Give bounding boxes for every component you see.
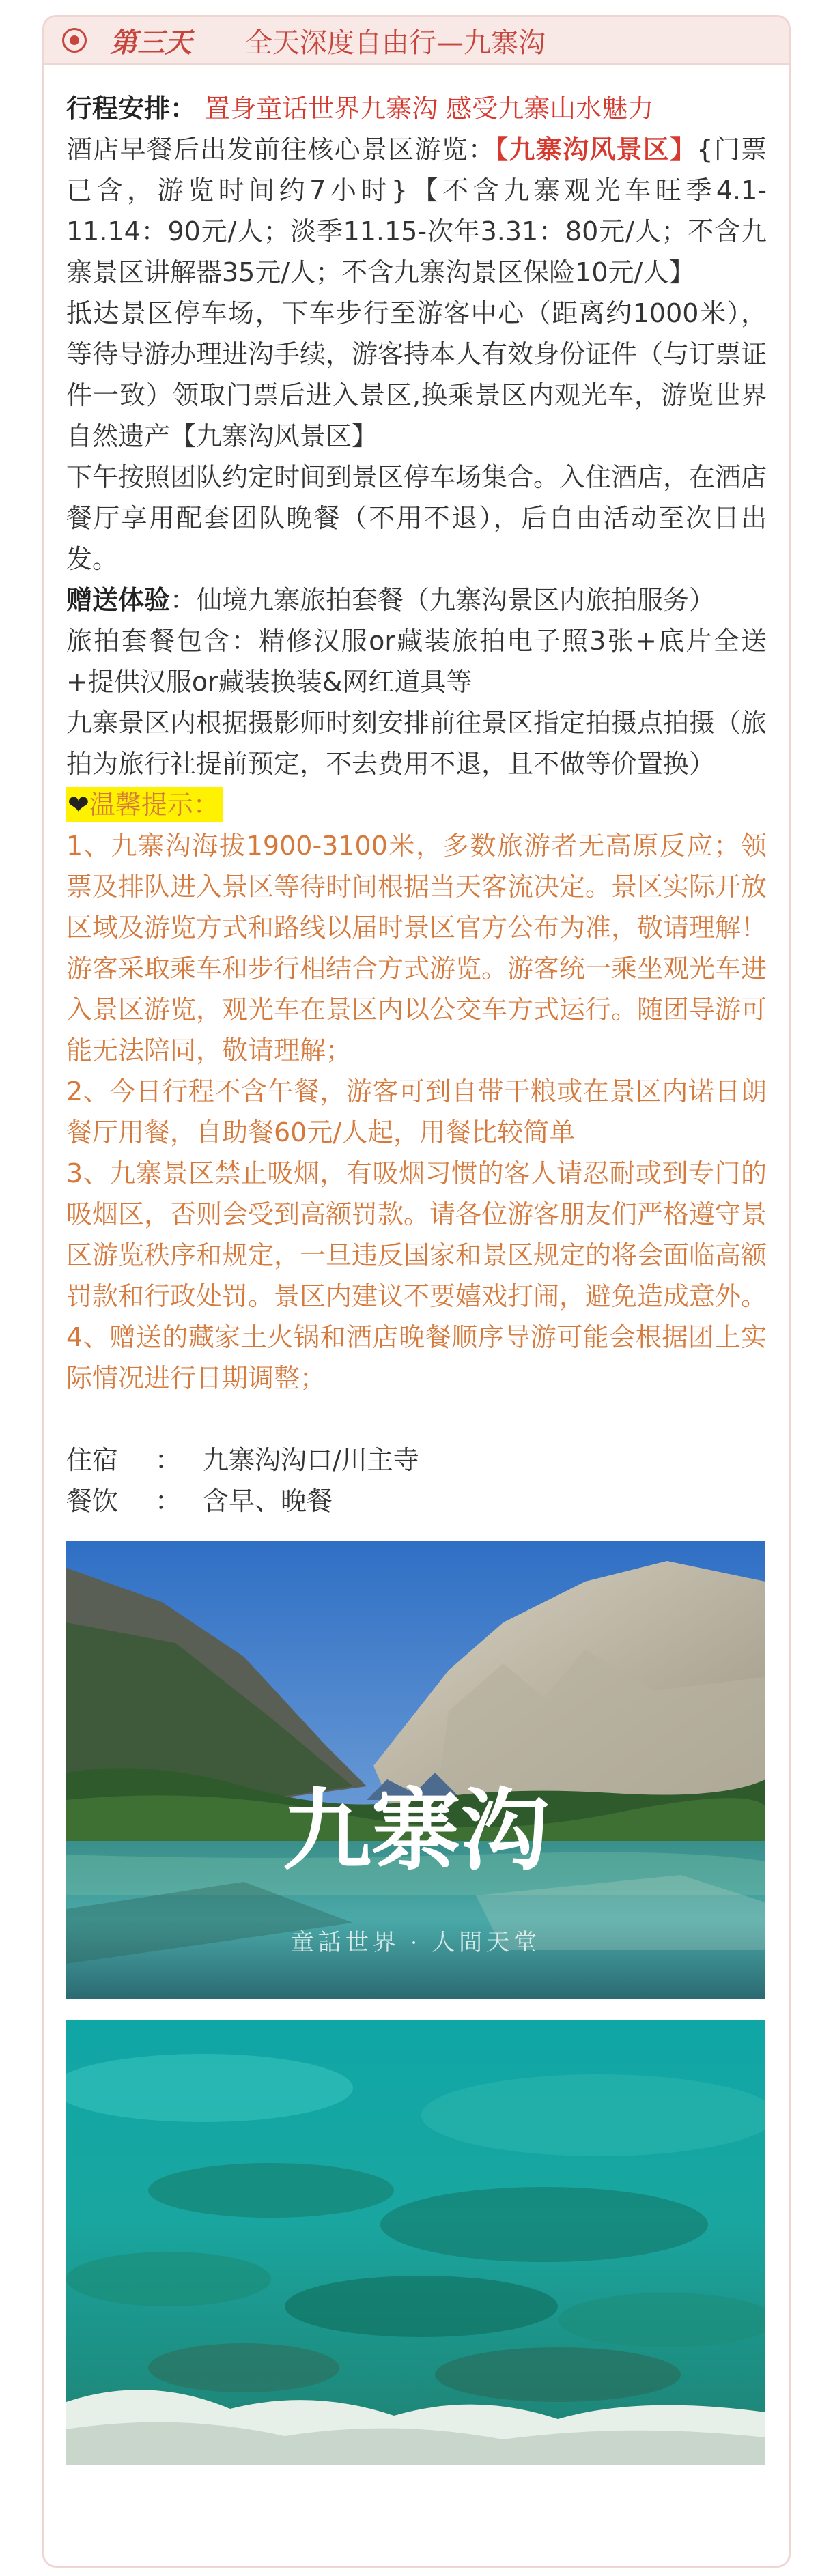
schedule-paragraph-2: 抵达景区停车场，下车步行至游客中心（距离约1000米），等待导游办理进沟手续，游客持本人有效身份证件（与订票证件一致）领取门票后进入景区,换乘景区内观光车，游览世界自然遗产【九寨沟风景区】	[66, 298, 767, 451]
schedule-paragraph-1	[66, 129, 767, 293]
stay-label: 住宿	[66, 1445, 119, 1475]
tip-item: 3、九寨景区禁止吸烟，有吸烟习惯的客人请忍耐或到专门的吸烟区，否则会受到高额罚款。请各位游客朋友们严格遵守景区游览秩序和规定，一旦违反国家和景区规定的将会面临高额罚款和行政处罚。景区内建议不要嬉戏打闹，避免造成意外。	[66, 1158, 767, 1311]
schedule-p1-pre: 酒店早餐后出发前往核心景区游览：	[66, 134, 496, 164]
gift-paragraph-2: 旅拍套餐包含：精修汉服or藏装旅拍电子照3张+底片全送+提供汉服or藏装换装&网红道具等	[66, 626, 767, 697]
schedule-p1-post: {门票已含，游览时间约7小时}【不含九寨观光车旺季4.1-11.14：90元/人；淡季11.15-次年3.31：80元/人；不含九寨景区讲解器35元/人；不含九寨沟景区保险10元/人】	[66, 134, 767, 287]
scenic-area-highlight: 【九寨沟风景区】	[495, 134, 697, 164]
day-card	[42, 15, 791, 2568]
meal-label: 餐饮	[66, 1486, 119, 1516]
schedule-label: 行程安排：	[66, 94, 197, 124]
tips-title: 温馨提示：	[89, 790, 219, 820]
gift-paragraph-3: 九寨景区内根据摄影师时刻安排前往景区指定拍摄点拍摄（旅拍为旅行社提前预定，不去费用不退，且不做等价置换）	[66, 708, 767, 779]
jiuzhaigou-lake-svg	[66, 1541, 765, 1999]
gift-label: 赠送体验	[66, 585, 171, 615]
stay-colon: ：	[155, 1445, 182, 1475]
tips-title-line	[66, 784, 767, 825]
tip-item: 2、今日行程不含午餐，游客可到自带干粮或在景区内诺日朗餐厅用餐，自助餐60元/人起，用餐比较简单	[66, 1076, 767, 1147]
day-content	[44, 65, 789, 2465]
jiuzhaigou-lake-photo	[66, 1541, 765, 1999]
logo-title: 九寨沟	[282, 1778, 550, 1883]
turquoise-lake-svg	[66, 2020, 765, 2465]
day-label: 第三天	[110, 27, 192, 59]
gift-line	[66, 579, 767, 620]
meal-value: 含早、晚餐	[203, 1486, 333, 1516]
logo-subtitle: 童話世界 · 人間天堂	[290, 1930, 541, 1956]
tips-title-badge	[66, 787, 223, 822]
meal-colon: ：	[155, 1486, 182, 1516]
target-circle-icon	[62, 28, 87, 53]
turquoise-lake-photo	[66, 2020, 765, 2465]
heart-icon: ❤	[68, 790, 89, 820]
meal-row	[66, 1480, 767, 1521]
gift-text: ：仙境九寨旅拍套餐（九寨沟景区内旅拍服务）	[170, 585, 716, 615]
spacer	[66, 1399, 767, 1440]
stay-row	[66, 1440, 767, 1480]
day-title: 全天深度自由行—九寨沟	[245, 27, 546, 59]
schedule-headline: 置身童话世界九寨沟 感受九寨山水魅力	[204, 94, 654, 124]
day-header	[44, 17, 789, 65]
schedule-paragraph-3: 下午按照团队约定时间到景区停车场集合。入住酒店，在酒店餐厅享用配套团队晚餐（不用不退），后自由活动至次日出发。	[66, 462, 767, 574]
tip-item: 4、赠送的藏家土火锅和酒店晚餐顺序导游可能会根据团上实际情况进行日期调整；	[66, 1322, 767, 1393]
tip-item: 1、九寨沟海拔1900-3100米，多数旅游者无高原反应；领票及排队进入景区等待时间根据当天客流决定。景区实际开放区域及游览方式和路线以届时景区官方公布为准，敬请理解！游客采取乘车和步行相结合方式游览。游客统一乘坐观光车进入景区游览，观光车在景区内以公交车方式运行。随团导游可能无法陪同，敬请理解；	[66, 831, 767, 1065]
stay-value: 九寨沟沟口/川主寺	[203, 1445, 419, 1475]
schedule-headline-line	[66, 88, 767, 129]
